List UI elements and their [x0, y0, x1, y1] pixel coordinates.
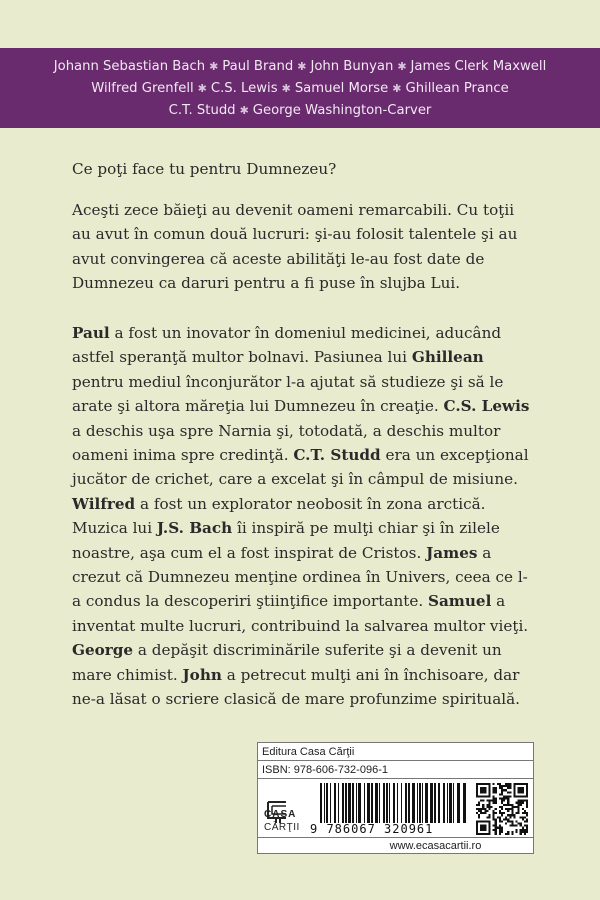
highlighted-name: George	[72, 641, 134, 660]
paragraph-text: a crezut că Dumnezeu menţine ordinea în Univers, ceea ce l-a condus la descoperiri ştiinţifice importante.	[72, 543, 528, 611]
highlighted-name: J.S. Bach	[156, 519, 233, 538]
highlighted-name: C.T. Studd	[293, 446, 381, 465]
featured-name: Ghillean Prance	[405, 81, 509, 96]
isbn-number: ISBN: 978-606-732-096-1	[258, 761, 533, 779]
barcode-box	[257, 742, 534, 854]
publisher-website: www.ecasacartii.ro	[258, 837, 533, 853]
publisher-name: Editura Casa Cărţii	[258, 743, 533, 761]
names-line-1	[0, 59, 600, 74]
name-separator-icon: ✱	[197, 82, 207, 95]
highlighted-name: Wilfred	[72, 494, 136, 513]
name-separator-icon: ✱	[209, 60, 219, 73]
paragraph-text: a depăşit discriminările suferite şi a devenit un mare chimist.	[72, 641, 502, 684]
highlighted-name: Paul	[72, 324, 110, 342]
logo-text-cartii: CĂRŢII	[264, 822, 300, 833]
paragraph-text: îi inspiră pe mulţi chiar şi în zilele noastre, aşa cum el a fost inspirat de Cristos.	[72, 519, 500, 562]
featured-name: James Clerk Maxwell	[410, 59, 547, 74]
featured-name: George Washington-Carver	[252, 103, 432, 118]
featured-name: Johann Sebastian Bach	[53, 59, 206, 74]
name-separator-icon: ✱	[281, 82, 291, 95]
paragraph-text: era un excepţional jucător de crichet, care a excelat şi în câmpul de misiune.	[72, 446, 529, 489]
name-separator-icon: ✱	[397, 60, 407, 73]
highlighted-name: John	[182, 665, 222, 684]
barcode-digits: 9 786067 320961	[310, 822, 434, 836]
highlighted-name: C.S. Lewis	[443, 397, 530, 416]
name-separator-icon: ✱	[392, 82, 402, 95]
highlighted-name: James	[426, 543, 478, 562]
featured-name: C.S. Lewis	[210, 81, 278, 96]
back-cover-question: Ce poţi face tu pentru Dumnezeu?	[72, 160, 337, 178]
name-separator-icon: ✱	[297, 60, 307, 73]
names-line-2	[0, 81, 600, 96]
highlighted-name: Samuel	[427, 592, 492, 611]
logo-text-casa: CASA	[264, 809, 297, 820]
paragraph-text: a fost un inovator în domeniul medicinei, aducând astfel speranţă multor bolnavi. Pasiunea lui	[72, 324, 502, 367]
names-band	[0, 48, 600, 128]
names-line-3	[0, 103, 600, 118]
featured-name: Paul Brand	[222, 59, 294, 74]
featured-name: John Bunyan	[310, 59, 394, 74]
barcode-icon	[318, 783, 470, 823]
paragraph-text: a petrecut mulţi ani în închisoare, dar ne-a lăsat o scriere clasică de mare profunzime spirituală.	[72, 665, 521, 709]
featured-name: Samuel Morse	[294, 81, 389, 96]
description-paragraph	[72, 321, 534, 712]
paragraph-text: a deschis uşa spre Narnia şi, totodată, a deschis multor oameni inima spre credinţă.	[72, 421, 501, 465]
paragraph-text: pentru mediul înconjurător l-a ajutat să studieze şi să le arate şi altora măreţia lui Dumnezeu în creaţie.	[72, 372, 504, 416]
featured-name: C.T. Studd	[168, 103, 236, 118]
paragraph-text: a fost un explorator neobosit în zona arctică. Muzica lui	[72, 494, 486, 538]
highlighted-name: Ghillean	[411, 348, 484, 367]
name-separator-icon: ✱	[239, 104, 249, 117]
intro-paragraph: Aceşti zece băieţi au devenit oameni remarcabili. Cu toţii au avut în comun două lucruri: şi-au folosit talentele şi au avut convingerea că aceste abilităţi le-au fost date de Dumnezeu ca daruri pentru a fi puse în slujba Lui.	[72, 201, 518, 293]
paragraph-text: a inventat multe lucruri, contribuind la salvarea multor vieţi.	[72, 592, 529, 635]
featured-name: Wilfred Grenfell	[91, 81, 194, 96]
qr-code-icon	[476, 783, 528, 835]
